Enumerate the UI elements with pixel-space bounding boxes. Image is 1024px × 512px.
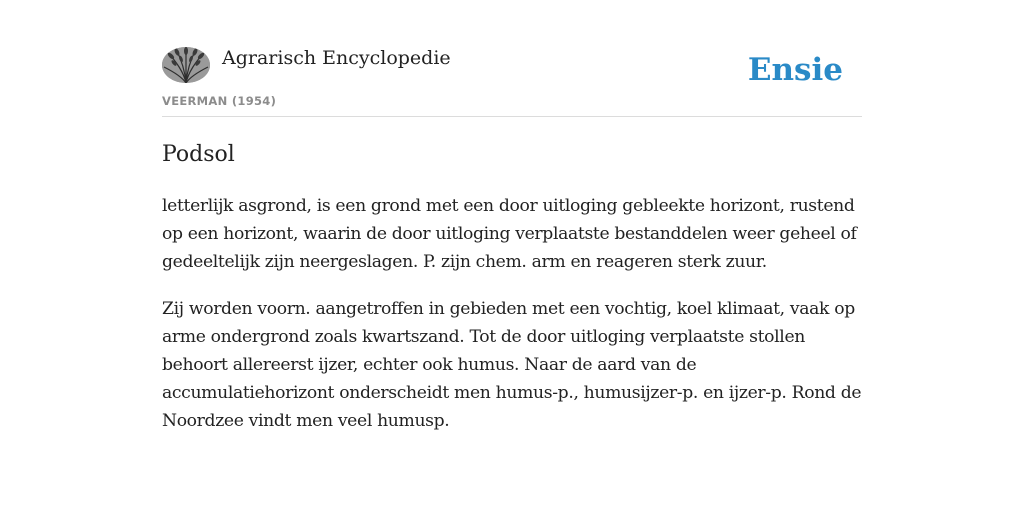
- brand-logo-link[interactable]: Ensie: [747, 52, 843, 88]
- entry-paragraph: Zij worden voorn. aangetroffen in gebieden met een vochtig, koel klimaat, vaak op arme ondergrond zoals kwartszand. Tot de door uitloging verplaatste stollen behoort allereerst ijzer, echter ook humus. Naar de aard van de accumulatiehorizont onderscheidt men humus-p., humusijzer-p. en ijzer-p. Rond de Noordzee vindt men veel humusp.: [162, 299, 862, 431]
- header: [162, 44, 862, 117]
- wheat-ears-icon: [162, 47, 210, 83]
- source-label: VEERMAN (1954): [162, 94, 277, 108]
- book-title[interactable]: Agrarisch Encyclopedie: [222, 47, 451, 69]
- entry-body: [162, 192, 862, 454]
- entry-paragraph: letterlijk asgrond, is een grond met een door uitloging gebleekte horizont, rustend op een horizont, waarin de door uitloging verplaatste bestanddelen weer geheel of gedeeltelijk zijn neergeslagen. P. zijn chem. arm en reageren sterk zuur.: [162, 196, 857, 272]
- entry-title: Podsol: [162, 142, 235, 167]
